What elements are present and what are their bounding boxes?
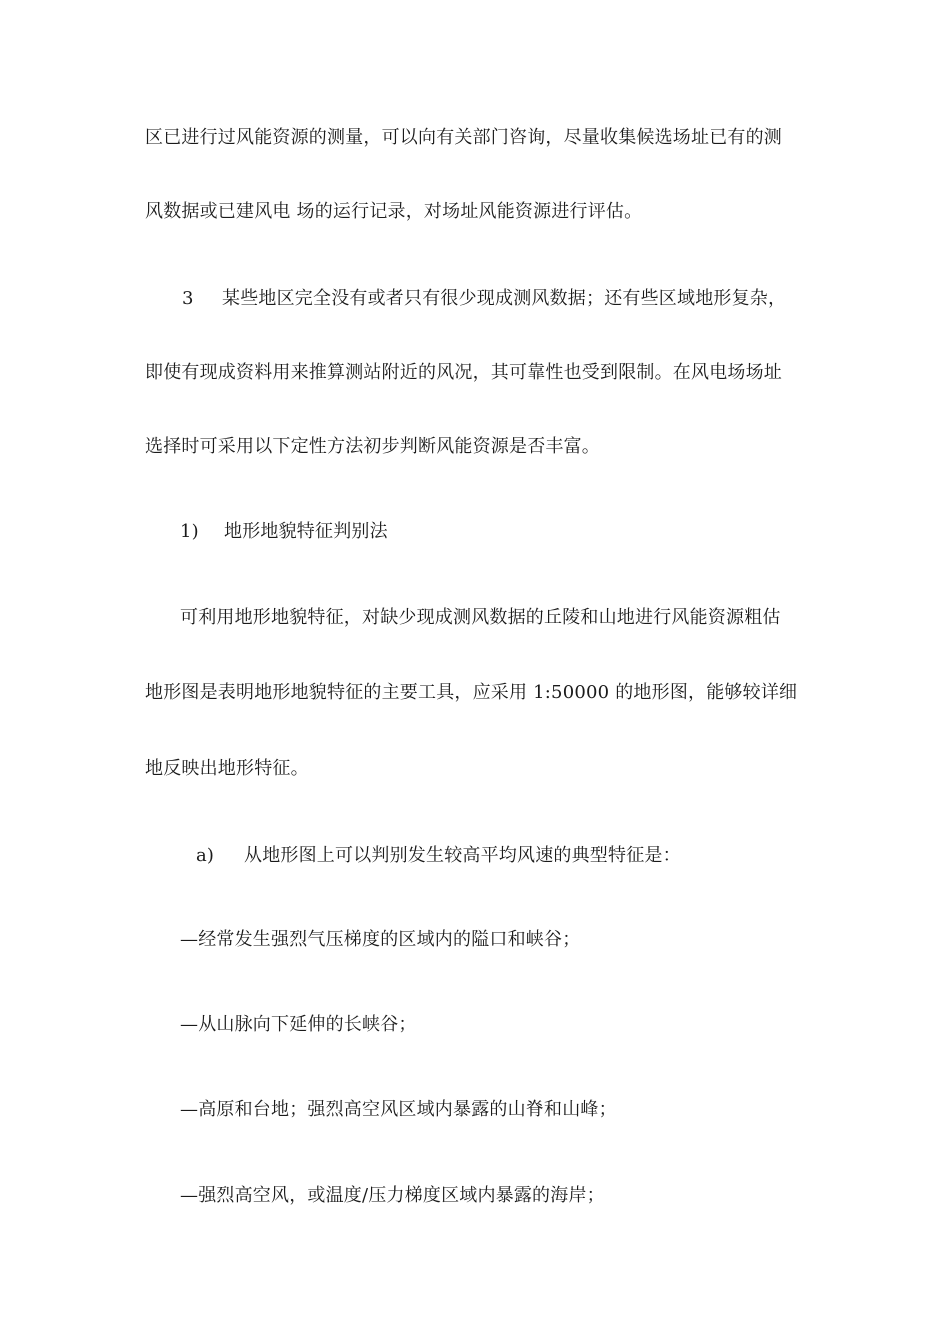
paragraph-line: 即使有现成资料用来推算测站附近的风况，其可靠性也受到限制。在风电场场址: [145, 362, 782, 383]
paragraph-line: 地形图是表明地形地貌特征的主要工具，应采用 1:50000 的地形图，能够较详细: [145, 682, 798, 703]
list-item: —高原和台地；强烈高空风区域内暴露的山脊和山峰；: [180, 1099, 617, 1120]
sub-item-number: a): [196, 845, 215, 866]
sub-item-text: 从地形图上可以判别发生较高平均风速的典型特征是：: [244, 845, 681, 866]
paragraph-line: 可利用地形地貌特征，对缺少现成测风数据的丘陵和山地进行风能资源粗估: [180, 607, 781, 628]
list-item: —从山脉向下延伸的长峡谷；: [180, 1014, 417, 1035]
paragraph-line: 选择时可采用以下定性方法初步判断风能资源是否丰富。: [145, 436, 600, 457]
heading-text: 地形地貌特征判别法: [224, 521, 388, 542]
list-item: —经常发生强烈气压梯度的区域内的隘口和峡谷；: [180, 929, 581, 950]
numbered-item-3: [182, 287, 786, 311]
paragraph-line: 地反映出地形特征。: [145, 758, 309, 779]
section-heading: [180, 520, 388, 544]
item-number: 3: [182, 288, 194, 309]
list-item: —强烈高空风，或温度/压力梯度区域内暴露的海岸；: [180, 1185, 605, 1206]
heading-number: 1): [180, 521, 199, 542]
sub-item-a: [196, 844, 681, 868]
paragraph-line: 区已进行过风能资源的测量，可以向有关部门咨询，尽量收集候选场址已有的测: [145, 127, 782, 148]
item-text: 某些地区完全没有或者只有很少现成测风数据；还有些区域地形复杂，: [222, 288, 787, 309]
paragraph-line: 风数据或已建风电 场的运行记录，对场址风能资源进行评估。: [145, 201, 643, 222]
